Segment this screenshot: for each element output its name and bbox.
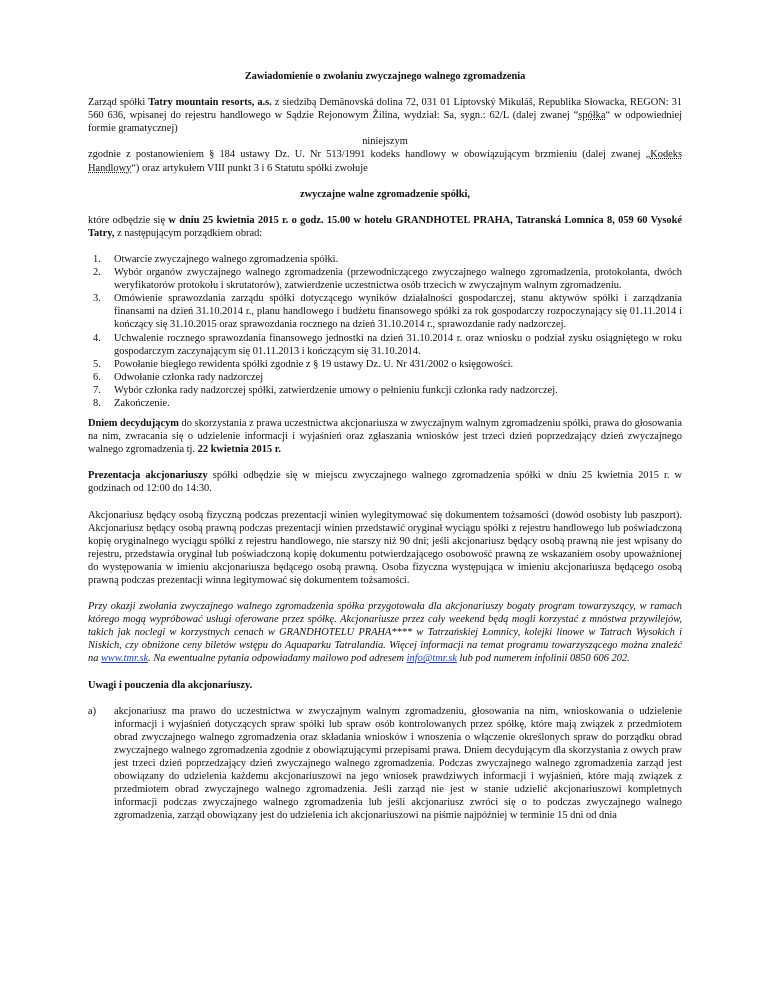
- legal-basis-paragraph: [88, 148, 682, 174]
- presentation-label: Prezentacja akcjonariuszy: [88, 470, 208, 482]
- agenda-number: 8.: [93, 397, 101, 409]
- agenda-item: [88, 384, 682, 397]
- legal-basis-text: “) oraz artykułem VIII punkt 3 i 6 Statutu spółki zwołuje: [131, 162, 368, 174]
- decisive-day-text: do skorzystania z prawa uczestnictwa akcjonariusza w zwyczajnym walnym zgromadzeniu spółki, prawa do głosowania na nim, zwracania się o udzielenie informacji i wyjaśnień oraz zgłaszania wniosków jest trzeci dzień poprzedzający dzień zwyczajnego walnego zgromadzenia tj.: [88, 418, 682, 456]
- presentation-paragraph: [88, 469, 682, 495]
- email-link[interactable]: info@tmr.sk: [406, 653, 457, 665]
- decisive-day-paragraph: [88, 417, 682, 456]
- agenda-number: 6.: [93, 371, 101, 383]
- agenda-item: [88, 358, 682, 371]
- programme-text: Przy okazji zwołania zwyczajnego walnego zgromadzenia spółka przygotowała dla akcjonariuszy bogaty program towarzyszący, w ramach którego mogą wypróbować usługi oferowane przez spółkę. Akcjonariusze przez cały weekend będą mogli korzystać z mnóstwa przywilejów, takich jak noclegi w korzystnych cenach w GRANDHOTELU PRAHA**** w Tatrzańskiej Łomnicy, kolejki linowe w Tatrach Wysokich i Niskich, czy obniżone ceny biletów wstępu do Aquaparku Tatralandia. Więcej informacji na temat programu towarzyszącego można znaleźć na: [88, 601, 682, 665]
- intro-paragraph: [88, 96, 682, 135]
- agenda-text: Uchwalenie rocznego sprawozdania finansowego jednostki na dzień 31.10.2014 r. oraz wniosku o podział zysku osiągniętego w roku gospodarczym zaczynającym się 01.11.2013 i kończącym się 31.10.2014.: [114, 332, 682, 357]
- agenda-number: 4.: [93, 332, 101, 344]
- intro-text: z siedzibą Demänovská dolina 72, 031 01 Liptovský Mikuláš, Republika Słowacka, REGON: 31 560 636, wpisanej do rejestru handlowego w Sądzie Rejonowym Žilina, wydział: Sa, sygn.: 62/L (dalej zwanej “: [88, 97, 682, 122]
- agenda-item: [88, 397, 682, 410]
- agenda-text: Wybór organów zwyczajnego walnego zgromadzenia (przewodniczącego zwyczajnego walnego zgromadzenia, protokolanta, dwóch weryfikatorów protokołu i skrutatorów), zatwierdzenie uczestnictwa osób trzecich w zwyczajnym walnym zgromadzeniu.: [114, 267, 682, 292]
- company-name: Tatry mountain resorts, a.s.: [148, 97, 272, 109]
- intro-text: “ w odpowiedniej formie gramatycznej): [88, 110, 682, 135]
- note-item: [88, 705, 682, 823]
- meeting-text: z następującym porządkiem obrad:: [114, 227, 263, 239]
- presentation-text: spółki odbędzie się w miejscu zwyczajnego walnego zgromadzenia spółki w dniu 25 kwietnia 2015 r. w godzinach od 12:00 do 14:30.: [88, 470, 682, 495]
- legal-basis-text: zgodnie z postanowieniem § 184 ustawy Dz. U. Nr 513/1991 kodeks handlowy w obowiązującym brzmieniu (dalej zwanej „: [88, 149, 651, 161]
- programme-paragraph: [88, 600, 682, 665]
- term-spolka: spółka: [578, 110, 606, 122]
- meeting-text: które odbędzie się: [88, 214, 169, 226]
- agenda-item: [88, 371, 682, 384]
- programme-text: lub pod numerem infolinii 0850 606 202.: [456, 653, 630, 665]
- website-link[interactable]: www.tmr.sk: [101, 653, 149, 665]
- note-text: akcjonariusz ma prawo do uczestnictwa w zwyczajnym walnym zgromadzeniu, głosowania na nim, wnioskowania o udzielenie informacji i wyjaśnień dotyczących spraw spółki lub spraw osób kontrolowanych przez spółkę, które mają związek z przedmiotem obrad zwyczajnego walnego zgromadzenia oraz składania wniosków i wnoszenia o włączenie określonych spraw do porządku obrad zwyczajnego walnego zgromadzenia zgodnie z obowiązującymi przepisami prawa. Dniem decydującym dla skorzystania z owych praw jest trzeci dzień poprzedzający dzień zwyczajnego walnego zgromadzenia. Podczas zwyczajnego walnego zgromadzenia zarząd jest obowiązany do udzielenia każdemu akcjonariuszowi na jego wniosek prawdziwych informacji i wyjaśnień, które mają związek z przedmiotem obrad zwyczajnego walnego zgromadzenia. Jeśli zarząd nie jest w stanie udzielić akcjonariuszowi kompletnych informacji podczas zwyczajnego walnego zgromadzenia lub jeśli akcjonariusz zwróci się o to podczas zwyczajnego walnego zgromadzenia, zarząd obowiązany jest do udzielenia ich akcjonariuszowi na piśmie najpóźniej w terminie 15 dni od dnia: [114, 705, 682, 822]
- agenda-item: [88, 332, 682, 358]
- agenda-text: Odwołanie członka rady nadzorczej: [114, 371, 264, 383]
- agenda-text: Powołanie biegłego rewidenta spółki zgodnie z § 19 ustawy Dz. U. Nr 431/2002 o księgowości.: [114, 358, 514, 370]
- note-letter: a): [88, 705, 97, 717]
- document-page: [88, 70, 682, 823]
- agenda-list: [88, 253, 682, 410]
- agenda-number: 5.: [93, 358, 101, 370]
- agenda-number: 3.: [93, 293, 101, 305]
- decisive-day-date: 22 kwietnia 2015 r.: [197, 444, 281, 456]
- programme-text: . Na ewentualne pytania odpowiadamy mailowo pod adresem: [148, 653, 407, 665]
- agenda-item: [88, 266, 682, 292]
- meeting-details: [88, 214, 682, 240]
- notes-heading: Uwagi i pouczenia dla akcjonariuszy.: [88, 679, 253, 691]
- agenda-number: 1.: [93, 253, 101, 265]
- agenda-item: [88, 292, 682, 331]
- agenda-text: Otwarcie zwyczajnego walnego zgromadzenia spółki.: [114, 253, 339, 265]
- agenda-text: Zakończenie.: [114, 397, 170, 409]
- meeting-date-place: w dniu 25 kwietnia 2015 r. o godz. 15.00 w hotelu GRANDHOTEL PRAHA, Tatranská Lomnica 8, 059 60 Vysoké Tatry,: [88, 214, 682, 239]
- identity-paragraph: Akcjonariusz będący osobą fizyczną podczas prezentacji winien wylegitymować się dokumentem tożsamości (dowód osobisty lub paszport). Akcjonariusz będący osobą prawną podczas prezentacji winien przedstawić oryginał wyciągu spółki z rejestru handlowego lub poświadczoną kopię oryginalnego wyciągu spółki z rejestru handlowego, nie starszy niż 90 dni; jeśli akcjonariusz będący osobą prawną nie jest wpisany do rejestru, przedstawia oryginał lub poświadczoną kopię dokumentu potwierdzającego osobowość prawną ze wskazaniem osoby upoważnionej do występowania w imieniu akcjonariusza będącego osobą prawną. Osoba fizyczna występująca w imieniu akcjonariusza będącego osobą prawną podczas prezentacji winna legitymować się dokumentem tożsamości.: [88, 509, 682, 586]
- convene-heading: zwyczajne walne zgromadzenie spółki,: [299, 188, 471, 200]
- decisive-day-label: Dniem decydującym: [88, 418, 179, 430]
- niniejszym-line: niniejszym: [362, 136, 408, 148]
- agenda-number: 2.: [93, 267, 101, 279]
- agenda-text: Wybór członka rady nadzorczej spółki, zatwierdzenie umowy o pełnieniu funkcji członka rady nadzorczej.: [114, 384, 558, 396]
- agenda-text: Omówienie sprawozdania zarządu spółki dotyczącego wyników działalności gospodarczej, stanu aktywów spółki i zarządzania finansami na dzień 31.10.2014 r., planu handlowego i budżetu finansowego spółki za rok gospodarczy rozpoczynający się 01.11.2014 i kończący się 31.10.2015 oraz sprawozdania rocznego na dzień 31.10.2014 r., sprawozdanie rady nadzorczej.: [114, 293, 682, 331]
- agenda-number: 7.: [93, 384, 101, 396]
- term-kodeks: Kodeks Handlowy: [88, 149, 682, 174]
- agenda-item: [88, 253, 682, 266]
- intro-text: Zarząd spółki: [88, 97, 149, 109]
- document-title: Zawiadomienie o zwołaniu zwyczajnego walnego zgromadzenia: [244, 71, 526, 82]
